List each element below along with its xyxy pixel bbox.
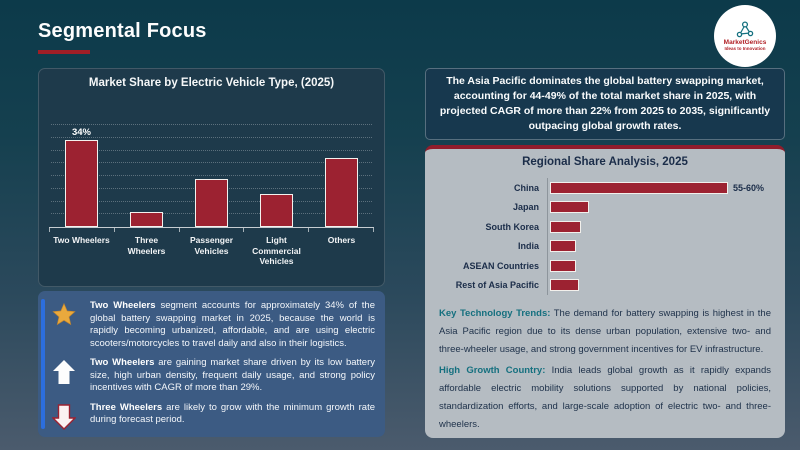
insight-body: are gaining market share driven by its low battery size, high urban density, frequent daily usage, and strong policy incentives with CAGR of more than 29%. [90,357,375,394]
bar-value-label: 34% [71,127,91,138]
note-lead: Key Technology Trends: [439,308,551,319]
apac-callout-box [425,68,785,140]
regional-chart-title: Regional Share Analysis, 2025 [522,156,688,168]
regional-bar[interactable] [550,279,579,291]
regional-chart [439,178,771,295]
note-body: The demand for battery swapping is highest in the Asia Pacific region due to its dense urban population, extensive two- and three-wheeler usage, and strong government incentives for EV infrastructure. [439,308,771,356]
regional-bar[interactable] [550,221,581,233]
ev-bar[interactable] [65,140,98,227]
ev-chart-title: Market Share by Electric Vehicle Type, (2025) [88,77,335,89]
ev-type-chart-panel [38,68,385,287]
insight-item [46,357,375,395]
ev-bar[interactable] [195,179,228,227]
ev-chart-x-axis [49,227,374,232]
regional-chart-row [439,276,771,296]
insight-icon-cell [46,357,82,385]
regional-note [439,305,771,360]
ev-category-label: Passenger Vehicles [190,235,233,256]
molecule-icon [735,21,755,39]
ev-bar[interactable] [325,158,358,227]
regional-category-label: ASEAN Countries [462,260,539,271]
ev-bar-column [309,89,374,227]
title-underline [38,50,90,54]
ev-chart-plot [49,105,374,227]
company-logo[interactable] [714,5,776,67]
insight-item [46,300,375,350]
axis-tick [180,228,245,232]
ev-category-label: Three Wheelers [127,235,166,256]
star-icon [51,302,77,328]
regional-note [439,362,771,435]
ev-chart-columns [49,89,374,227]
apac-callout-text: The Asia Pacific dominates the global battery swapping market, accounting for 44-49% of the total market share in 2025, with projected CAGR of more than 22% from 2025 to 2035, significantly outpacing global growth rates. [439,74,771,133]
up-arrow-icon [52,359,76,385]
regional-bar-zone [547,256,771,276]
insight-lead: Two Wheelers [90,357,155,369]
insight-text [90,402,375,427]
ev-chart-ticks [49,228,374,232]
regional-bar[interactable] [550,240,576,252]
regional-chart-row [439,256,771,276]
page-header [38,20,207,54]
ev-bar-column [49,89,114,227]
logo-name: MarketGenics [723,38,767,46]
insights-box [38,291,385,437]
insight-text [90,357,375,395]
page-title: Segmental Focus [38,20,207,42]
regional-category-label: China [513,182,539,193]
insight-item [46,402,375,430]
insight-icon-cell [46,402,82,430]
logo-tagline: Ideas to Innovation [724,46,766,52]
regional-category-label: South Korea [485,221,539,232]
regional-bar[interactable] [550,201,589,213]
ev-bar[interactable] [130,212,163,227]
bar-value-label: 55-60% [733,182,765,193]
regional-panel [425,145,785,438]
regional-chart-row [439,198,771,218]
ev-chart-labels [49,235,374,267]
axis-tick [309,228,374,232]
regional-category-label: Rest of Asia Pacific [455,280,539,291]
regional-chart-row [439,237,771,257]
regional-bar-zone [547,178,771,198]
insight-icon-cell [46,300,82,328]
regional-bar-zone [547,276,771,296]
insights-list [46,300,375,430]
regional-bar-zone [547,237,771,257]
ev-bar-column [179,89,244,227]
ev-category-label: Others [327,235,356,245]
axis-tick [244,228,309,232]
ev-bar-column [244,89,309,227]
ev-category-label: Two Wheelers [53,235,110,245]
regional-category-label: Japan [512,202,539,213]
regional-bar-zone [547,198,771,218]
regional-bar[interactable] [550,182,728,194]
regional-chart-row [439,217,771,237]
axis-tick [115,228,180,232]
regional-bar-zone [547,217,771,237]
down-arrow-icon [52,404,76,430]
insights-accent-bar [41,299,45,429]
insight-lead: Two Wheelers [90,300,156,311]
insight-lead: Three Wheelers [90,401,163,413]
note-lead: High Growth Country: [439,364,546,376]
ev-bar-column [114,89,179,227]
ev-category-label: Light Commercial Vehicles [252,235,301,267]
regional-bar[interactable] [550,260,576,272]
regional-chart-row [439,178,771,198]
regional-notes [439,305,771,435]
regional-category-label: India [517,241,539,252]
insight-body: are likely to grow with the minimum growth rate during forecast period. [90,401,376,426]
axis-tick [49,228,115,232]
ev-bar[interactable] [260,194,293,227]
insight-body: segment accounts for approximately 34% of the global battery swapping market in 2025, because the world is rapidly becoming urbanized, affordable, and are using electric scooters/motorcycles to travel daily and also in their logistics. [90,300,375,349]
insight-text [90,300,375,350]
note-body: India leads global growth as it rapidly expands affordable electric mobility solutions supported by national policies, standardization efforts, and large-scale adoption of electric two- and three-wheelers. [439,364,771,431]
